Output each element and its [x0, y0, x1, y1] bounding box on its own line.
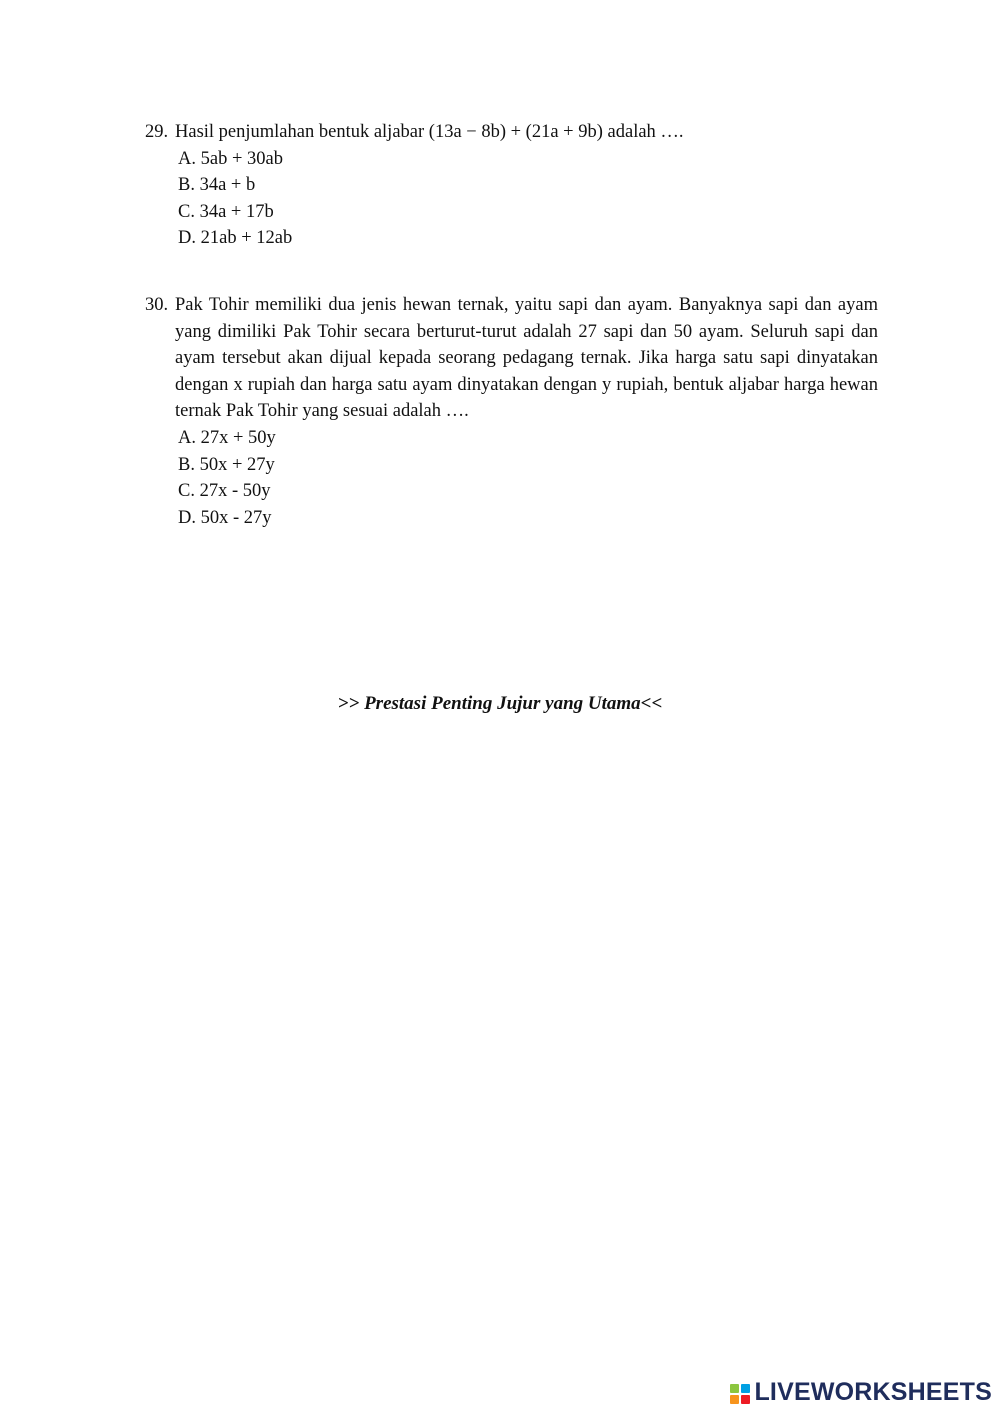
- logo-square: [741, 1384, 750, 1393]
- brand-name: LIVEWORKSHEETS: [754, 1378, 992, 1406]
- question-text: Hasil penjumlahan bentuk aljabar (13a − 8b) + (21a + 9b) adalah ….: [175, 122, 684, 142]
- question-text: Pak Tohir memiliki dua jenis hewan ternak, yaitu sapi dan ayam. Banyaknya sapi dan ayam yang dimiliki Pak Tohir secara berturut-turut adalah 27 sapi dan 50 ayam. Seluruh sapi dan ayam tersebut akan dijual kepada seorang pedagang ternak. Jika harga satu sapi dinyatakan dengan x rupiah dan harga satu ayam dinyatakan dengan y rupiah, bentuk aljabar harga hewan ternak Pak Tohir yang sesuai adalah ….: [175, 295, 878, 422]
- question-29: [145, 119, 878, 252]
- option-d[interactable]: D. 21ab + 12ab: [178, 228, 293, 249]
- answer-options: [178, 146, 878, 252]
- logo-square: [741, 1395, 750, 1404]
- option-a[interactable]: A. 5ab + 30ab: [178, 148, 283, 169]
- option-a[interactable]: A. 27x + 50y: [178, 427, 276, 448]
- logo-square: [730, 1384, 739, 1393]
- question-number: 30.: [145, 295, 169, 315]
- brand-watermark: [730, 1379, 992, 1405]
- option-c[interactable]: C. 34a + 17b: [178, 201, 274, 222]
- question-number: 29.: [145, 122, 169, 142]
- footer-motto: >> Prestasi Penting Jujur yang Utama<<: [337, 693, 663, 714]
- option-c[interactable]: C. 27x - 50y: [178, 481, 271, 502]
- question-30: [145, 292, 878, 531]
- logo-square: [730, 1395, 739, 1404]
- answer-options: [178, 425, 878, 531]
- option-b[interactable]: B. 50x + 27y: [178, 454, 275, 475]
- option-d[interactable]: D. 50x - 27y: [178, 507, 272, 528]
- option-b[interactable]: B. 34a + b: [178, 175, 256, 196]
- liveworksheets-logo-icon: [730, 1384, 750, 1404]
